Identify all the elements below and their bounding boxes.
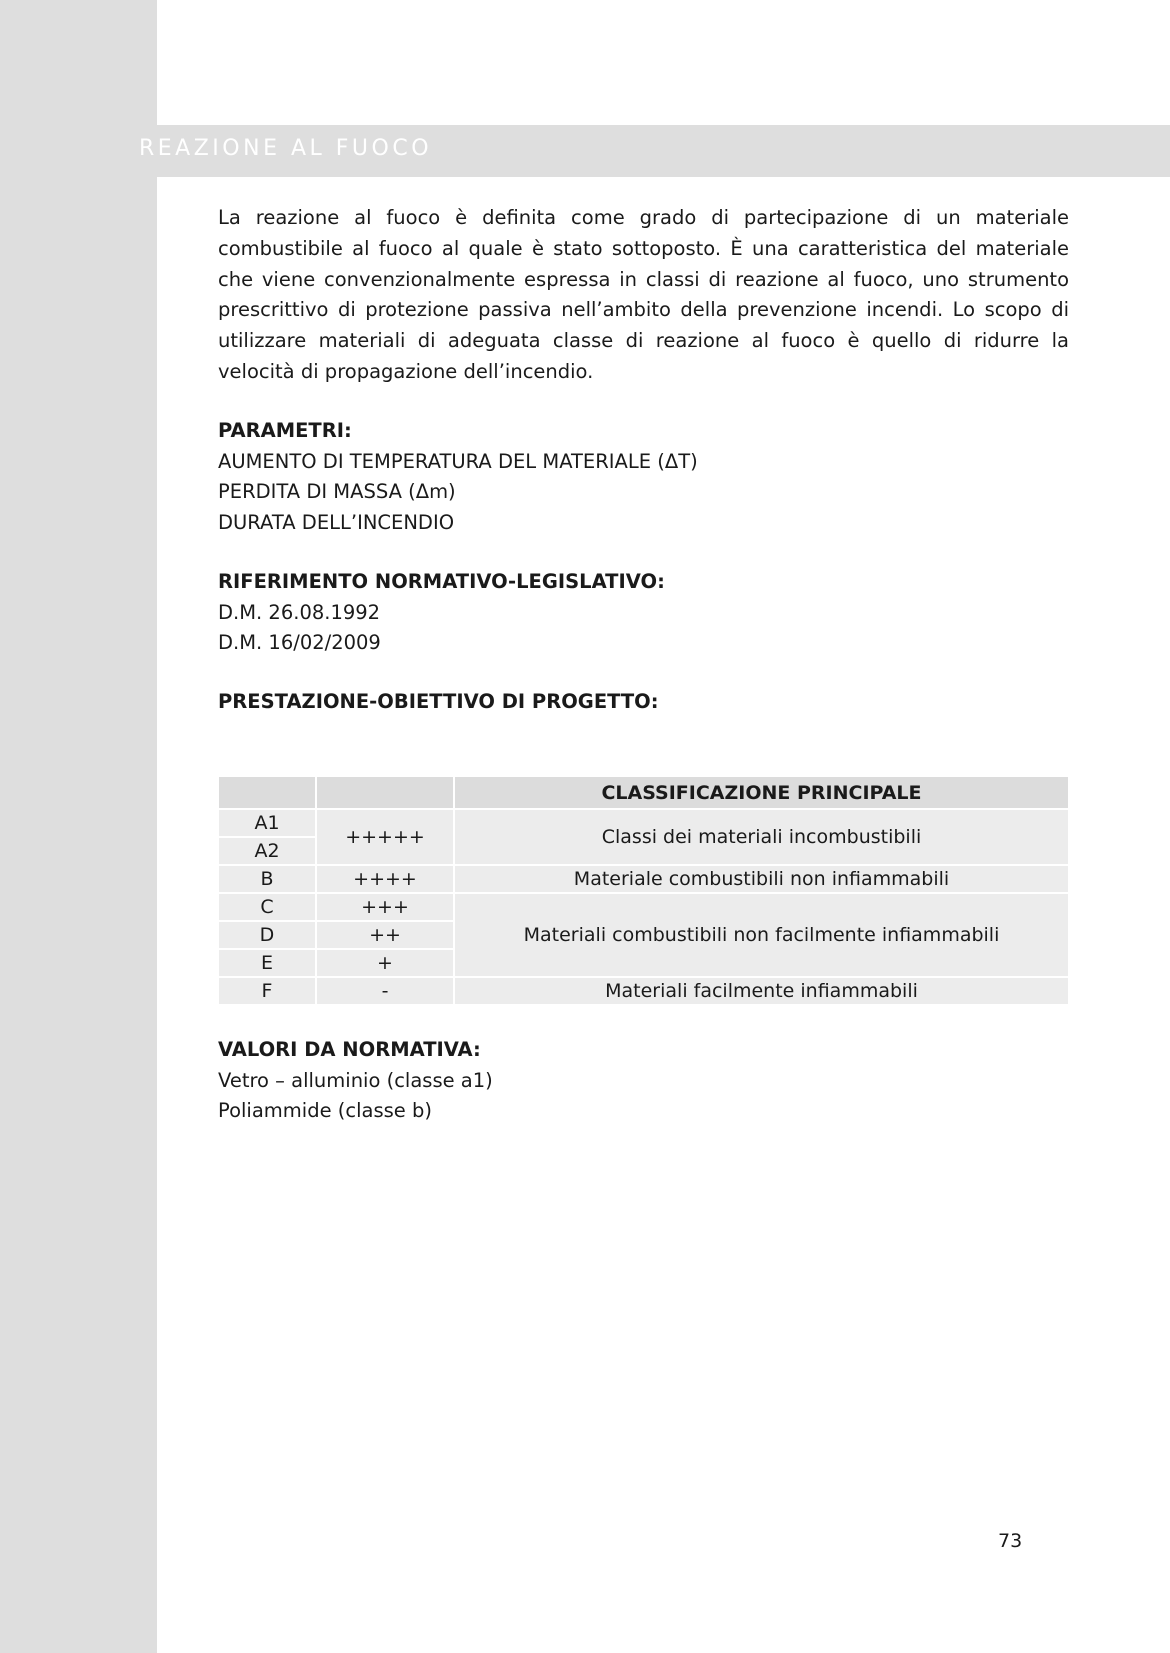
intro-paragraph: La reazione al fuoco è definita come grado di partecipazione di un materiale combustibile al fuoco al quale è stato sottoposto. È una caratteristica del materiale che viene convenzionalmente espressa in classi di reazione al fuoco, uno strumento prescrittivo di protezione passiva nell’ambito della prevenzione incendi. Lo scopo di utilizzare materiali di adeguata classe di reazione al fuoco è quello di ridurre la velocità di propagazione dell’incendio. <box>218 206 1069 383</box>
description-cell: Classi dei materiali incombustibili <box>454 809 1069 865</box>
class-cell: B <box>218 865 316 893</box>
class-cell: A2 <box>218 837 316 865</box>
parametri-section <box>218 416 698 538</box>
description-cell: Materiali facilmente infiammabili <box>454 977 1069 1005</box>
table-row <box>218 893 1069 921</box>
valori-item: Poliammide (classe b) <box>218 1099 432 1122</box>
prestazione-section <box>218 687 659 718</box>
valori-section <box>218 1035 493 1127</box>
rating-cell: +++++ <box>316 809 454 865</box>
table-row <box>218 865 1069 893</box>
parametri-item: PERDITA DI MASSA (Δm) <box>218 480 456 503</box>
description-cell: Materiali combustibili non facilmente infiammabili <box>454 893 1069 977</box>
parametri-item: AUMENTO DI TEMPERATURA DEL MATERIALE (ΔT) <box>218 449 698 473</box>
table-title: CLASSIFICAZIONE PRINCIPALE <box>454 776 1069 809</box>
class-cell: F <box>218 977 316 1005</box>
riferimento-item: D.M. 16/02/2009 <box>218 631 381 654</box>
intro-block <box>218 203 1069 388</box>
table-header-blank <box>218 776 316 809</box>
side-band <box>0 0 157 1653</box>
rating-cell: ++++ <box>316 865 454 893</box>
table-row <box>218 977 1069 1005</box>
valori-item: Vetro – alluminio (classe a1) <box>218 1068 493 1092</box>
class-cell: E <box>218 949 316 977</box>
class-cell: C <box>218 893 316 921</box>
prestazione-heading: PRESTAZIONE-OBIETTIVO DI PROGETTO: <box>218 690 659 713</box>
table-row <box>218 809 1069 837</box>
rating-cell: - <box>316 977 454 1005</box>
description-cell: Materiale combustibili non infiammabili <box>454 865 1069 893</box>
rating-cell: +++ <box>316 893 454 921</box>
valori-heading: VALORI DA NORMATIVA: <box>218 1038 481 1061</box>
table-header-row <box>218 776 1069 809</box>
page-number: 73 <box>998 1530 1023 1552</box>
parametri-item: DURATA DELL’INCENDIO <box>218 510 455 534</box>
riferimento-heading: RIFERIMENTO NORMATIVO-LEGISLATIVO: <box>218 570 665 593</box>
rating-cell: ++ <box>316 921 454 949</box>
parametri-heading: PARAMETRI: <box>218 419 352 442</box>
class-cell: A1 <box>218 809 316 837</box>
riferimento-item: D.M. 26.08.1992 <box>218 600 381 624</box>
classification-table <box>218 776 1069 1005</box>
section-title: REAZIONE AL FUOCO <box>139 136 433 161</box>
table-header-blank <box>316 776 454 809</box>
class-cell: D <box>218 921 316 949</box>
rating-cell: + <box>316 949 454 977</box>
riferimento-section <box>218 567 665 659</box>
